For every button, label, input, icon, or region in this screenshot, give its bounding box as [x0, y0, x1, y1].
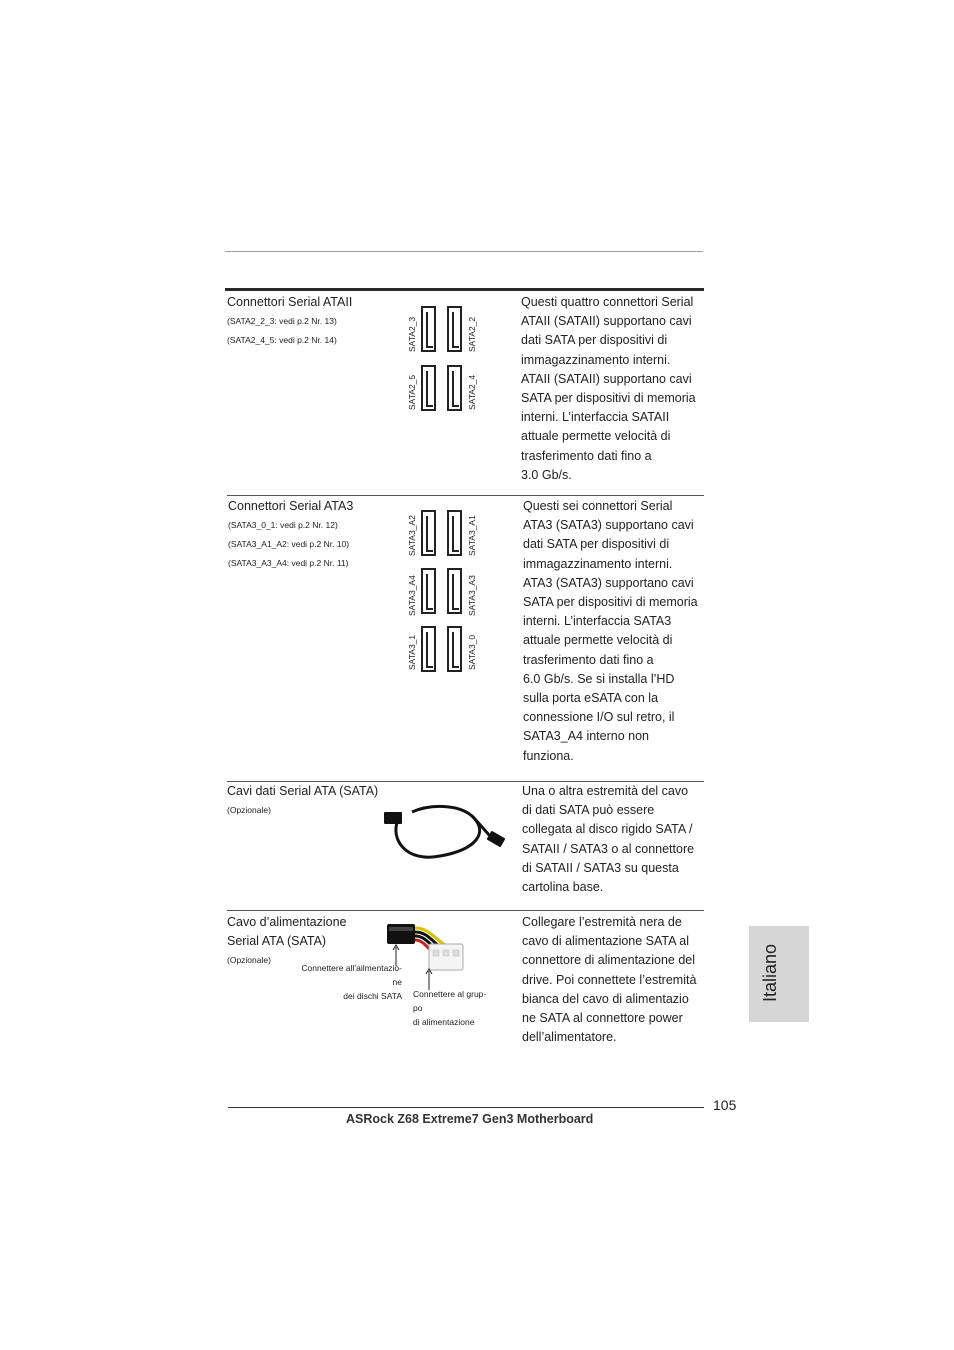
desc-line: immagazzinamento interni. [521, 352, 671, 367]
sata-port-icon [421, 568, 436, 614]
desc-line: attuale permette velocità di [523, 633, 673, 648]
sata-port-icon [421, 626, 436, 672]
desc-line: Collegare l’estremità nera de [522, 915, 682, 929]
section-divider [227, 910, 704, 911]
desc-line: 6.0 Gb/s. Se si installa l’HD [523, 671, 675, 686]
desc-line: di SATAII / SATA3 su questa [522, 860, 679, 875]
port-label: SATA3_1 [407, 634, 417, 670]
section-description [522, 913, 696, 1047]
sata-port-icon [421, 306, 436, 352]
port-label: SATA3_A2 [407, 515, 417, 556]
sata-cable-illustration [380, 798, 510, 868]
port-label: SATA2_3 [407, 316, 417, 352]
desc-line: di dati SATA può essere [522, 803, 655, 818]
desc-line: SATA per dispositivi di memoria [523, 595, 698, 610]
desc-line: cartolina base. [522, 880, 604, 895]
port-label: SATA3_0 [467, 634, 477, 670]
desc-line: Questi quattro connettori Serial [521, 295, 694, 309]
sata-port-icon [447, 510, 462, 556]
callout-line: di alimentazione [413, 1017, 475, 1027]
language-tab-label: Italiano [760, 943, 780, 1002]
desc-line: SATA per dispositivi di memoria [521, 391, 696, 406]
section-divider [227, 495, 704, 496]
desc-line: bianca del cavo di alimentazio [522, 991, 689, 1006]
section-note: (Opzionale) [227, 955, 271, 965]
section-note: (SATA3_A1_A2: vedi p.2 Nr. 10) [228, 539, 350, 549]
desc-line: ne SATA al connettore power [522, 1011, 683, 1026]
port-label: SATA2_2 [467, 316, 477, 352]
sata-port-icon [447, 306, 462, 352]
port-label: SATA3_A4 [407, 575, 417, 616]
desc-line: immagazzinamento interni. [523, 556, 673, 571]
callout-line: po [413, 1003, 423, 1013]
callout-line: Connettere al grup- [413, 989, 487, 999]
desc-line: cavo di alimentazione SATA al [522, 934, 689, 949]
port-label: SATA3_A3 [467, 575, 477, 616]
desc-line: trasferimento dati fino a [521, 448, 652, 463]
desc-line: interni. L’interfaccia SATAII [521, 410, 670, 425]
section-description [522, 782, 694, 897]
desc-line: interni. L’interfaccia SATA3 [523, 614, 672, 629]
sata-port-icon [421, 510, 436, 556]
section-description [521, 293, 696, 485]
desc-line: drive. Poi connettete l’estremità [522, 972, 697, 987]
desc-line: dell’alimentatore. [522, 1030, 617, 1045]
port-label: SATA2_4 [467, 374, 477, 410]
section-note: (SATA3_A3_A4: vedi p.2 Nr. 11) [228, 558, 349, 568]
page-number: 105 [713, 1097, 737, 1113]
section-title: Cavo d’alimentazione [227, 915, 347, 929]
table-top-rule [225, 288, 704, 291]
section-note: (SATA2_4_5: vedi p.2 Nr. 14) [227, 335, 337, 345]
section-note: (Opzionale) [227, 805, 271, 815]
section-title: Connettori Serial ATAII [227, 295, 353, 309]
desc-line: SATA3_A4 interno non [523, 729, 650, 744]
section-note: (SATA2_2_3: vedi p.2 Nr. 13) [227, 316, 337, 326]
desc-line: funziona. [523, 748, 574, 763]
desc-line: Una o altra estremità del cavo [522, 784, 689, 798]
desc-line: ATAII (SATAII) supportano cavi [521, 371, 692, 386]
desc-line: dati SATA per dispositivi di [523, 537, 670, 552]
desc-line: SATAII / SATA3 o al connettore [522, 841, 695, 856]
desc-line: sulla porta eSATA con la [523, 691, 659, 706]
callout-line: Connettere all’ailmentazio- [301, 963, 402, 973]
sata-port-icon [447, 568, 462, 614]
callout-psu [413, 987, 486, 1029]
sata-port-icon [447, 365, 462, 411]
port-label: SATA2_5 [407, 374, 417, 410]
sata-port-icon [421, 365, 436, 411]
section-title: Cavi dati Serial ATA (SATA) [227, 784, 379, 798]
callout-line: ne [392, 977, 402, 987]
desc-line: attuale permette velocità di [521, 429, 671, 444]
desc-line: collegata al disco rigido SATA / [522, 822, 693, 837]
desc-line: connettore di alimentazione del [522, 953, 696, 968]
header-rule [225, 251, 703, 252]
callout-drive-power [287, 961, 402, 1003]
desc-line: dati SATA per dispositivi di [521, 333, 668, 348]
desc-line: Questi sei connettori Serial [523, 499, 673, 513]
section-note: (SATA3_0_1: vedi p.2 Nr. 12) [228, 520, 338, 530]
desc-line: ATA3 (SATA3) supportano cavi [523, 518, 694, 533]
footer-title: ASRock Z68 Extreme7 Gen3 Motherboard [346, 1112, 594, 1126]
section-title: Connettori Serial ATA3 [228, 499, 354, 513]
callout-line: dei dischi SATA [343, 991, 402, 1001]
sata-port-icon [447, 626, 462, 672]
footer-rule [228, 1107, 704, 1108]
desc-line: ATAII (SATAII) supportano cavi [521, 314, 692, 329]
desc-line: ATA3 (SATA3) supportano cavi [523, 575, 694, 590]
desc-line: trasferimento dati fino a [523, 652, 654, 667]
section-title: Serial ATA (SATA) [227, 934, 327, 948]
desc-line: 3.0 Gb/s. [521, 467, 572, 482]
desc-line: connessione I/O sul retro, il [523, 710, 675, 725]
section-description [523, 497, 698, 766]
port-label: SATA3_A1 [467, 515, 477, 556]
language-tab [749, 926, 809, 1022]
